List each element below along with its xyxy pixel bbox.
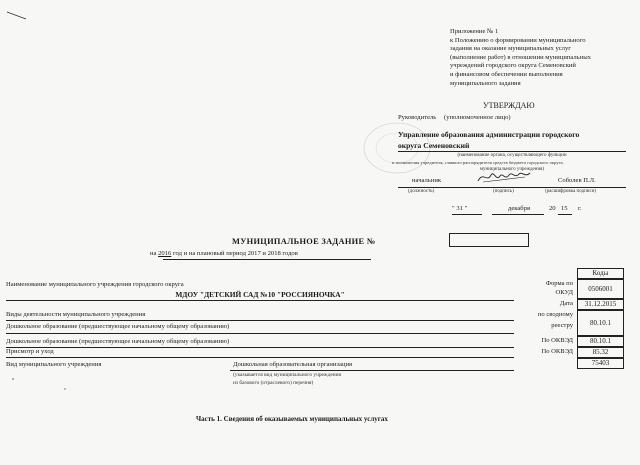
institution-underline [6,300,514,301]
okved1-label: По ОКВЭД [541,337,573,344]
approval-date-year-prefix: 20 [549,205,556,212]
appendix-line: задания на оказание муниципальных услуг [450,45,571,53]
form-label-1: Форма по [545,280,573,287]
activities-label: Виды деятельности муниципального учреждения [6,311,146,318]
registry-code-cell: 80.10.1 [577,310,624,336]
appendix-line: и финансовом обеспечении выполнения [450,70,563,78]
org-caption-1: (наименование органа, осуществляющего функции [457,153,567,158]
type-value: Дошкольная образовательная организация [233,361,353,368]
date-code-cell: 31.12.2015 [577,299,624,310]
date-day-underline [452,214,482,215]
form-label-2: ОКУД [555,289,573,296]
registry-label-2: реестру [551,322,573,329]
caption-signature: (подпись) [493,189,514,194]
codes-header: Коды [577,268,624,279]
appendix-line: (выполнение работ) в отношении муниципальных [450,53,591,61]
registry-label-1: по сводному [537,311,573,318]
activities-underline [6,320,514,321]
last-code-cell: 75403 [577,358,624,369]
appendix-line: к Положению о формировании муниципального [450,36,586,44]
appendix-line: учреждений городского округа Семеновский [450,62,576,70]
approval-date-g: г. [578,205,582,212]
date-label: Дата [559,300,573,307]
org-caption-3: муниципального учреждения) [479,167,545,172]
institution-name: МДОУ "ДЕТСКИЙ САД №10 "РОССИЯНОЧКА" [175,290,345,299]
type-caption-2: из базового (отраслевого) перечня) [233,380,314,386]
approval-title: УТВЕРЖДАЮ [483,101,535,110]
okved2-code-cell: 85.32 [577,347,624,358]
institution-label: Наименование муниципального учреждения городского округа [6,281,184,288]
activity-2-underline [6,347,514,348]
period-line [150,250,298,259]
okved2-label: По ОКВЭД [541,348,573,355]
head-sub: (уполномоченное лицо) [444,114,511,121]
approval-date-month: декабря [508,205,530,212]
caption-name: (расшифровка подписи) [545,189,597,194]
appendix-block [450,28,640,88]
activity-2: Дошкольное образование (предшествующее начальному общему образованию) [6,338,230,345]
activity-1-underline [6,333,514,334]
approval-date-day: " 31 " [452,205,468,212]
date-month-underline [492,214,544,215]
appendix-line: Приложение № 1 [450,28,499,35]
document-title: МУНИЦИПАЛЬНОЕ ЗАДАНИЕ № [232,237,376,246]
signature-icon [475,167,533,187]
okved1-code-cell: 80.10.1 [577,336,624,347]
org-underline [398,151,626,152]
corner-mark-icon [6,10,28,22]
signature-underline [398,187,626,188]
caption-position: (должность) [408,189,435,194]
approval-date-year-suffix: 15 [561,205,568,212]
period-pre: на [150,250,157,257]
position-value: начальник [412,177,442,184]
type-underline [230,370,514,371]
period-post: год и на плановый период 2017 и 2018 годов [172,250,298,257]
part1-heading: Часть 1. Сведения об оказываемых муниципальных услугах [196,415,388,423]
type-caption-1: (указывается вид муниципального учреждения [233,372,342,378]
period-year: 2016 [158,250,172,257]
activity-1: Дошкольное образование (предшествующее начальному общему образованию) [6,323,230,330]
org-line-1: Управление образования администрации городского [398,130,580,139]
type-label: Вид муниципального учреждения [6,361,102,368]
org-caption-2: и полномочия учредителя, главного распорядителя средств бюджета городского округа, [392,160,564,165]
form-code-cell: 0506001 [577,279,624,299]
scan-speck [64,388,66,390]
appendix-line: муниципального задания [450,79,521,87]
name-value: Соболев П.Л. [558,177,596,184]
scan-speck [12,378,14,380]
task-number-box [449,233,529,247]
period-underline [163,259,371,260]
activity-3-underline [6,357,514,358]
activity-3: Присмотр и уход [6,348,54,355]
org-line-2: округа Семеновский [398,141,470,150]
date-year-underline [558,214,572,215]
head-label: Руководитель [398,114,437,121]
